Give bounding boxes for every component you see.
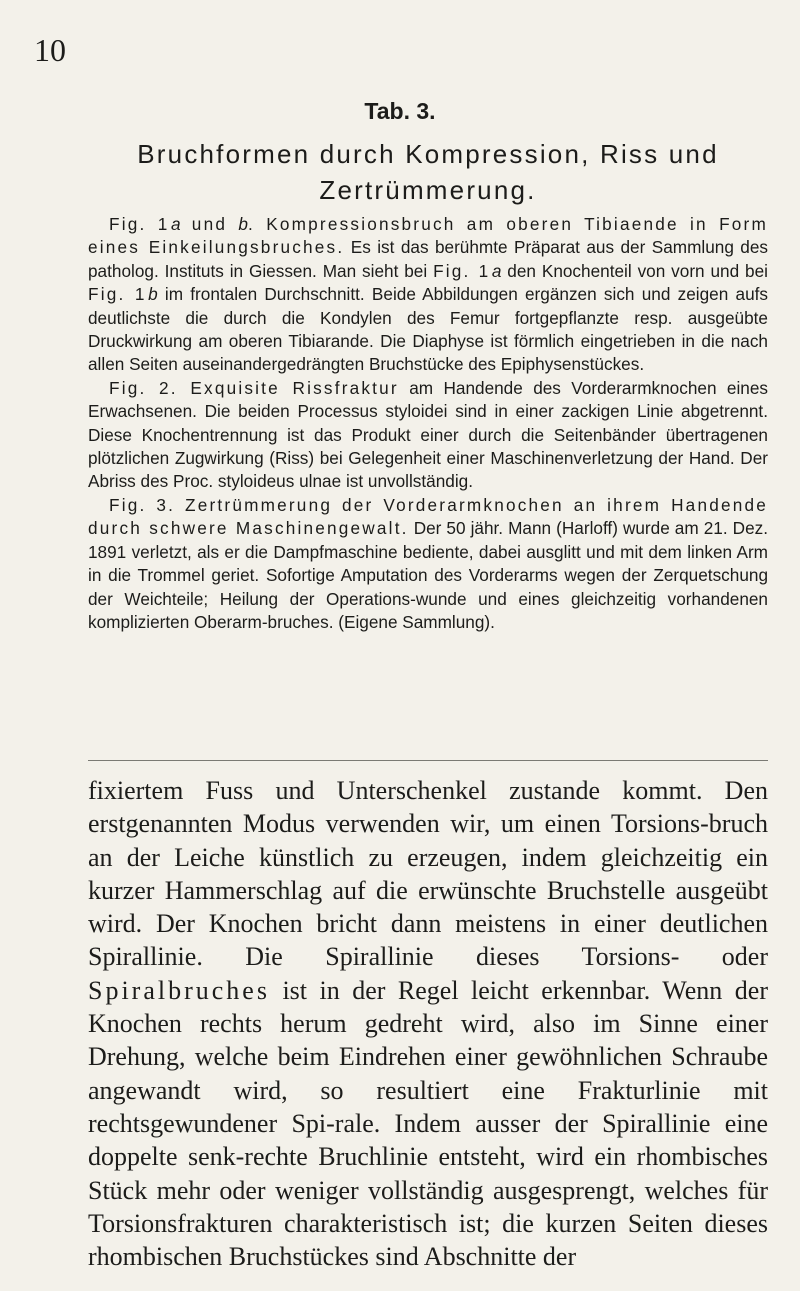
heading-line-1: Bruchformen durch Kompression, Riss und	[137, 139, 719, 169]
table-label: Tab. 3.	[364, 98, 436, 124]
caption-fig-1-sub-b: b	[238, 214, 248, 234]
figure-captions	[88, 213, 768, 634]
caption-fig-2-title: Exquisite Rissfraktur	[177, 377, 399, 398]
caption-fig-1-text-2: den Knochenteil von vorn und bei	[501, 260, 768, 281]
caption-fig-3-label: Fig. 3.	[109, 494, 176, 515]
caption-fig-1-ref-1: Fig. 1	[433, 260, 491, 281]
body-text	[88, 774, 768, 1273]
caption-fig-3	[88, 494, 768, 634]
caption-fig-2	[88, 377, 768, 494]
caption-fig-1-text-1: Es ist das berühmte Präparat aus der Sammlung des patholog. Instituts in Giessen. Man sieht bei	[88, 237, 769, 281]
caption-fig-3-text: Der 50 jähr. Mann (Harloff) wurde am 21. Dez. 1891 verletzt, als er die Dampfmaschine bediente, dabei ausglitt und mit dem linken Arm in die Trommel geriet. Sofortige Amputation des Vorderarms wegen der Zerquetschung der Weichteile; Heilung der Operations-wunde und eines gleichzeitig vorhandenen komplizierten Oberarm-bruches. (Eigene Sammlung).	[88, 518, 768, 632]
caption-fig-1-und: und	[180, 214, 239, 234]
caption-fig-3-title: Zertrümmerung der Vorderarmknochen an ihrem Handende durch schwere Maschinengewalt.	[88, 494, 768, 539]
body-spaced-term: Spiralbruches	[88, 975, 270, 1005]
caption-fig-1-title: . Kompressionsbruch am oberen Tibiaende in Form eines Einkeilungsbruches.	[88, 214, 768, 258]
caption-fig-1-sub-a: a	[170, 214, 181, 234]
caption-fig-1-ref-2-sub: b	[148, 284, 158, 305]
caption-fig-1-text-3: im frontalen Durchschnitt. Beide Abbildungen ergänzen sich und zeigen aufs deutlichste die durch die Kondylen des Femur fortgepflanzte resp. ausgeübte Druckwirkung am oberen Tibiarande. Die Diaphyse ist förmlich eingetrieben in die nach allen Seiten auseinandergedrängten Bruchstücke des Epiphysenstückes.	[88, 284, 769, 375]
heading-line-2: Zertrümmerung.	[319, 175, 537, 205]
caption-divider	[88, 760, 768, 761]
page-number: 10	[34, 32, 66, 68]
body-paragraph	[88, 774, 768, 1273]
body-text-1: fixiertem Fuss und Unterschenkel zustande kommt. Den erstgenannten Modus verwenden wir, um einen Torsions-bruch an der Leiche künstlich zu erzeugen, indem gleichzeitig ein kurzer Hammerschlag auf die erwünschte Bruchstelle ausgeübt wird. Der Knochen bricht dann meistens in einer deutlichen Spirallinie. Die Spirallinie dieses Torsions- oder	[88, 776, 768, 972]
plate-heading	[88, 136, 768, 208]
caption-fig-1-ref-1-sub: a	[491, 260, 502, 281]
caption-fig-2-text: am Handende des Vorderarmknochen eines Erwachsenen. Die beiden Processus styloidei sind in einer zackigen Linie abgetrennt. Diese Knochentrennung ist das Produkt einer durch die Seitenbänder übertragenen plötzlichen Zugwirkung (Riss) bei Gelegenheit einer Maschinenverletzung der Hand. Der Abriss des Proc. styloideus ulnae ist unvollständig.	[88, 377, 768, 492]
caption-fig-2-label: Fig. 2.	[109, 377, 178, 398]
body-text-2: ist in der Regel leicht erkennbar. Wenn der Knochen rechts herum gedreht wird, also im Sinne einer Drehung, welche beim Eindrehen einer gewöhnlichen Schraube angewandt wird, so resultiert eine Frakturlinie mit rechtsgewundener Spi-rale. Indem ausser der Spirallinie eine doppelte senk-rechte Bruchlinie entsteht, wird ein rhombisches Stück mehr oder weniger vollständig ausgesprengt, welches für Torsionsfrakturen charakteristisch ist; die kurzen Seiten dieses rhombischen Bruchstückes sind Abschnitte der	[88, 975, 768, 1272]
caption-fig-1-label: Fig. 1	[109, 214, 170, 234]
caption-fig-1-ref-2: Fig. 1	[88, 284, 147, 305]
caption-fig-1	[88, 213, 768, 377]
